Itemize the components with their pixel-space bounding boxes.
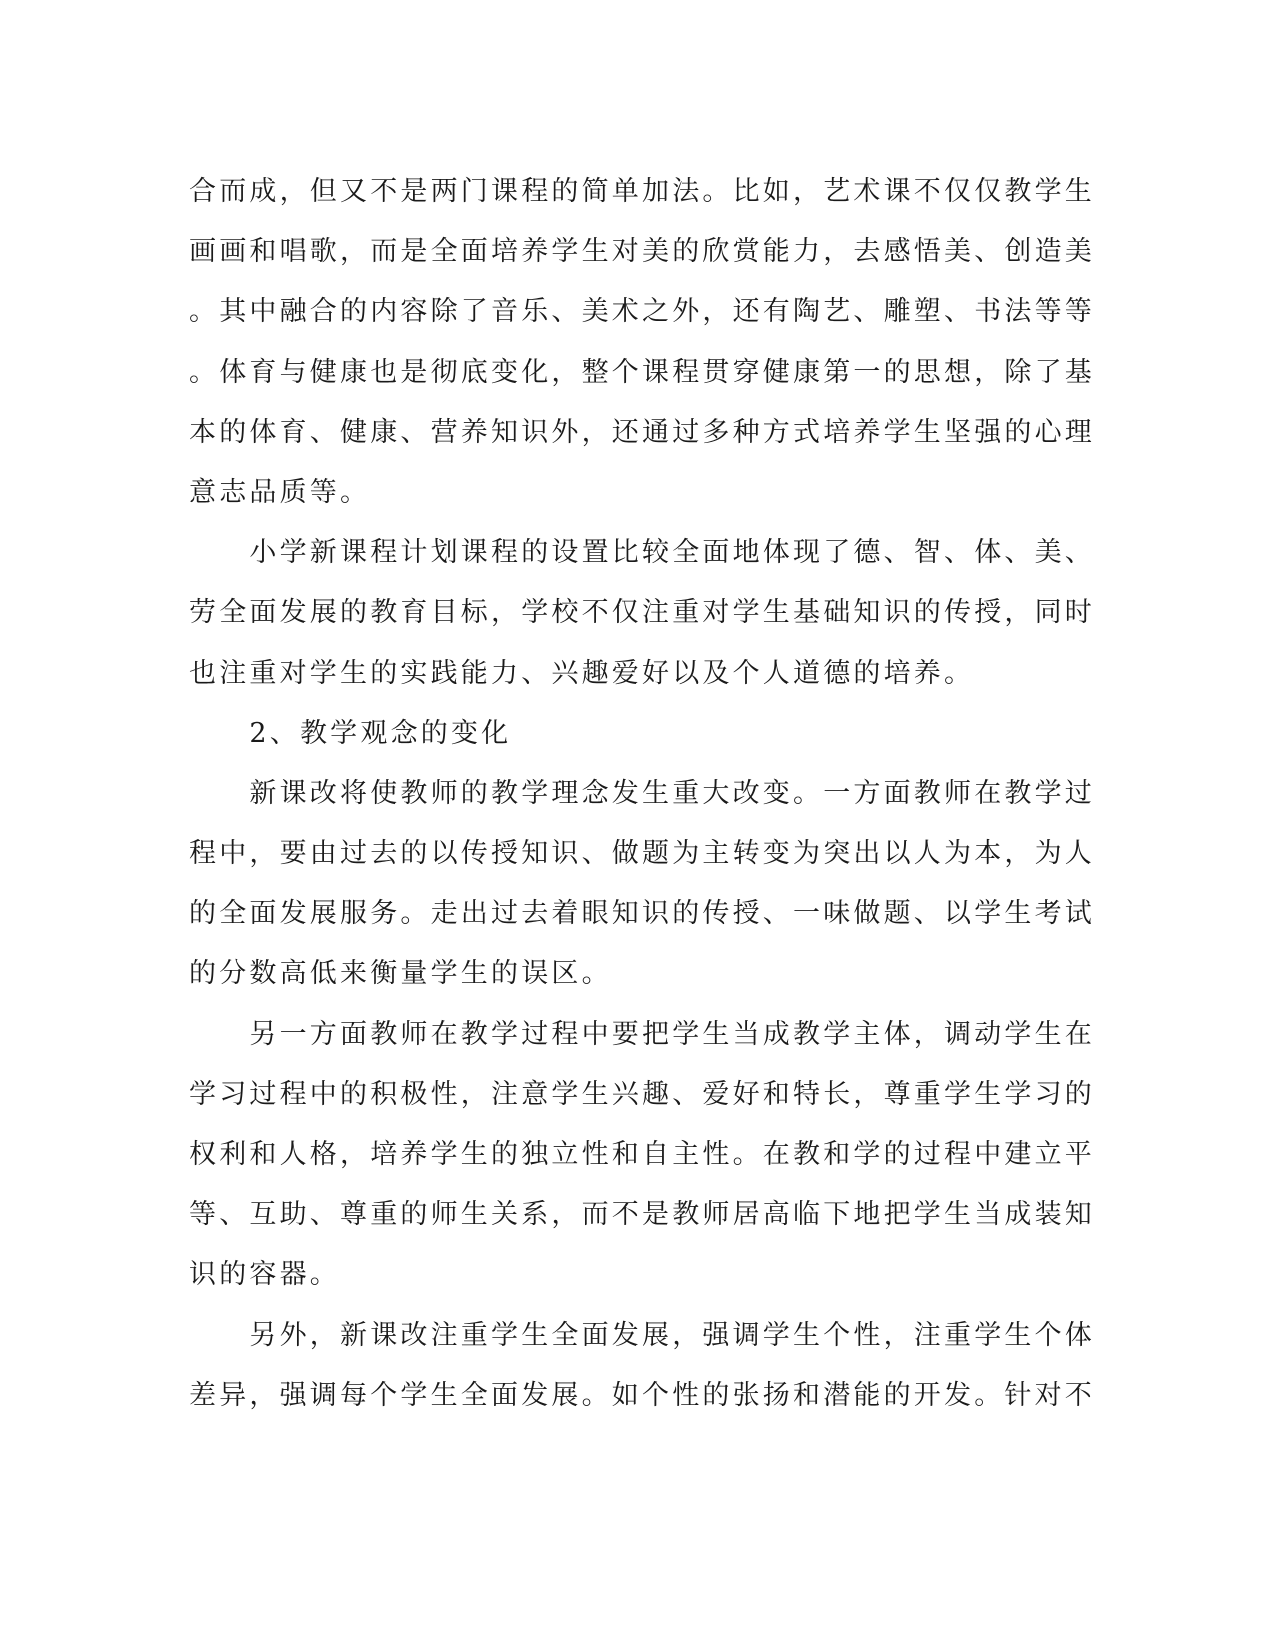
text-line: 识的容器。	[189, 1259, 340, 1291]
text-line: 另外，新课改注重学生全面发展，强调学生个性，注重学生个体	[189, 1319, 1095, 1351]
text-line: 意志品质等。	[189, 476, 371, 508]
text-line: 劳全面发展的教育目标，学校不仅注重对学生基础知识的传授，同时	[189, 597, 1095, 629]
text-line: 程中，要由过去的以传授知识、做题为主转变为突出以人为本，为人	[189, 838, 1095, 870]
text-line: 的全面发展服务。走出过去着眼知识的传授、一味做题、以学生考试	[189, 898, 1095, 930]
text-line: 本的体育、健康、营养知识外，还通过多种方式培养学生坚强的心理	[189, 416, 1095, 448]
text-line: 权利和人格，培养学生的独立性和自主性。在教和学的过程中建立平	[189, 1139, 1095, 1170]
text-line: 画画和唱歌，而是全面培养学生对美的欣赏能力，去感悟美、创造美	[189, 236, 1095, 268]
text-line: 学习过程中的积极性，注意学生兴趣、爱好和特长，尊重学生学习的	[189, 1078, 1095, 1110]
text-line: 合而成，但又不是两门课程的简单加法。比如，艺术课不仅仅教学生	[189, 176, 1095, 207]
text-line: 的分数高低来衡量学生的误区。	[189, 958, 612, 990]
text-line: 新课改将使教师的教学理念发生重大改变。一方面教师在教学过	[189, 777, 1095, 809]
text-line: 。体育与健康也是彻底变化，整个课程贯穿健康第一的思想，除了基	[189, 356, 1095, 388]
section-heading: 2、教学观念的变化	[189, 717, 512, 749]
text-line: 。其中融合的内容除了音乐、美术之外，还有陶艺、雕塑、书法等等	[189, 296, 1095, 328]
body-text	[189, 162, 1095, 1426]
text-line: 差异，强调每个学生全面发展。如个性的张扬和潜能的开发。针对不	[189, 1379, 1095, 1411]
text-line: 小学新课程计划课程的设置比较全面地体现了德、智、体、美、	[189, 537, 1095, 569]
text-line: 等、互助、尊重的师生关系，而不是教师居高临下地把学生当成装知	[189, 1199, 1095, 1231]
text-line: 另一方面教师在教学过程中要把学生当成教学主体，调动学生在	[189, 1018, 1095, 1050]
text-line: 也注重对学生的实践能力、兴趣爱好以及个人道德的培养。	[189, 657, 975, 689]
